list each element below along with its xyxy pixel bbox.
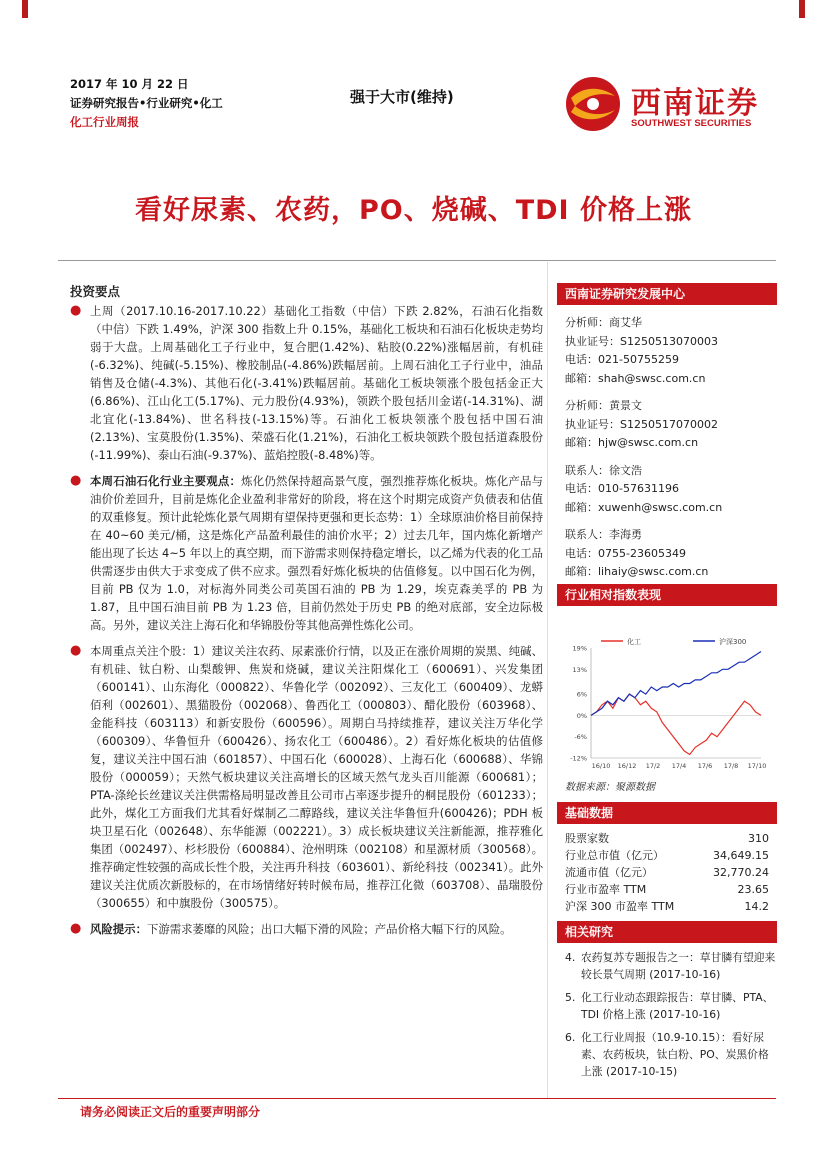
x-tick-label: 16/10 [591, 762, 611, 770]
related-research-title: 相关研究 [557, 921, 777, 943]
bullet-icon: ● [70, 643, 82, 658]
bullet-icon: ● [70, 473, 82, 488]
analyst-block [557, 397, 777, 453]
basic-data-label: 流通市值（亿元） [565, 866, 653, 879]
legend-label: 化工 [627, 638, 641, 646]
basic-data-value: 34,649.15 [713, 849, 769, 862]
bullet-icon: ● [70, 303, 82, 318]
header-divider [58, 260, 776, 261]
research-center-panel [557, 283, 777, 582]
risk-lead: 风险提示： [90, 922, 147, 936]
report-category: 证券研究报告•行业研究•化工 [70, 96, 223, 110]
report-title: 看好尿素、农药，PO、烧碱、TDI 价格上涨 [134, 195, 693, 226]
x-tick-label: 17/8 [723, 762, 739, 770]
y-tick-label: 19% [572, 644, 587, 653]
stock-picks-text: 本周重点关注个股：1）建议关注农药、尿素涨价行情，以及正在涨价周期的炭黑、纯碱、有机硅、钛白粉、山梨酸钾、焦炭和烧碱，建议关注阳煤化工（600691）、兴发集团（600141）、山东海化（000822）、华鲁化学（002092）、三友化工（600409）、龙蟒佰利（002601）、黑猫股份（002068）、鲁西化工（000803）、醋化股份（603968）、金能科技（603113）和新安股份（600596）。周期白马持续推荐，建议关注万华化学（600309）、华鲁恒升（600426）、扬农化工（600486）。2）看好炼化板块的估值修复，建议关注中国石油（601857）、中国石化（600028）、上海石化（600688）、华锦股份（000059）；天然气板块建议关注高增长的区域天然气龙头百川能源（600681）；PTA-涤纶长丝建议关注供需格局明显改善且公司市占率逐步提升的桐昆股份（601233）；此外，煤化工方面我们尤其看好煤制乙二醇路线，建议关注华鲁恒升(600426)；PDH 板块卫星石化（002648）、东华能源（002221）。3）成长板块建议关注新能源，推荐雅化集团（002497）、杉杉股份（600884）、沧州明珠（002108）和星源材质（300568）。推荐确定性较强的高成长性个股，关注再升科技（603601）、新纶科技（002341）。此外建议关注优质次新股标的，在市场情绪好转时候布局，推荐江化微（603708）、晶瑞股份（300655）和中旗股份（300575）。 [90, 644, 543, 910]
basic-data-row [557, 864, 777, 881]
top-bar-left [22, 0, 28, 18]
x-tick-label: 17/6 [697, 762, 713, 770]
basic-data-value: 32,770.24 [713, 866, 769, 879]
y-tick-label: 6% [576, 690, 587, 699]
y-tick-label: 13% [572, 665, 587, 674]
related-report-number: 4. [565, 951, 576, 964]
y-tick-label: -6% [574, 733, 587, 742]
basic-data-title: 基础数据 [557, 802, 777, 824]
basic-data-row [557, 881, 777, 898]
related-report-item[interactable] [557, 989, 777, 1023]
basic-data-panel [557, 802, 777, 915]
column-divider [547, 262, 548, 1098]
analyst-cert: 执业证号：S1250517070002 [565, 417, 718, 431]
basic-data-label: 股票家数 [565, 832, 609, 845]
analyst-email[interactable]: 邮箱：shah@swsc.com.cn [565, 371, 706, 385]
basic-data-row [557, 830, 777, 847]
related-report-item[interactable] [557, 949, 777, 983]
basic-data-label: 沪深 300 市盈率 TTM [565, 900, 675, 913]
y-tick-label: -12% [570, 754, 587, 763]
disclaimer-notice: 请务必阅读正文后的重要声明部分 [80, 1105, 261, 1119]
related-report-text: 化工行业周报（10.9-10.15）：看好尿素、农药板块，钛白粉、PO、炭黑价格上涨 (2017-10-15) [581, 1031, 769, 1078]
x-tick-label: 17/10 [747, 762, 767, 770]
industry-view-paragraph [68, 472, 543, 634]
x-tick-label: 16/12 [617, 762, 637, 770]
basic-data-row [557, 847, 777, 864]
research-center-title: 西南证券研究发展中心 [557, 283, 777, 305]
logo-text-cn: 西南证券 [631, 86, 759, 121]
market-review-paragraph [68, 302, 543, 464]
report-type: 化工行业周报 [70, 115, 139, 129]
contact-role: 联系人：李海勇 [565, 528, 642, 541]
contact-role: 联系人：徐文浩 [565, 463, 642, 477]
contact-phone: 电话：0755-23605349 [565, 546, 686, 560]
series-line-hs300 [591, 652, 761, 716]
top-decoration [0, 0, 827, 20]
contact-block [557, 462, 777, 518]
basic-data-label: 行业总市值（亿元） [565, 849, 664, 862]
related-report-item[interactable] [557, 1029, 777, 1080]
relative-performance-title: 行业相对指数表现 [557, 584, 777, 606]
related-report-text: 农药复苏专题报告之一：草甘膦有望迎来较长景气周期 (2017-10-16) [581, 951, 776, 981]
legend-label: 沪深300 [719, 638, 747, 646]
market-review-text: 上周（2017.10.16-2017.10.22）基础化工指数（中信）下跌 2.82%，石油石化指数（中信）下跌 1.49%，沪深 300 指数上升 0.15%，基础化工板块和石油石化板块走势均弱于大盘。上周基础化工子行业中，复合肥(1.42%)、粘胶(0.22%)涨幅居前，有机硅(-6.32%)、纯碱(-5.15%)、橡胶制品(-4.86%)跌幅居前。上周石油化工子行业中，油品销售及仓储(-4.3%)、其他石化(-3.41%)跌幅居前。基础化工板块领涨个股包括金正大(6.86%)、江山化工(5.17%)、元力股份(4.93%)，领跌个股包括川金诺(-14.31%)、湖北宜化(-13.84%)、世名科技(-13.15%)等。石油化工板块领涨个股包括中国石油(2.13%)、宝莫股份(1.35%)、荣盛石化(1.21%)，石油化工板块领跌个股包括道森股份(-11.99%)、泰山石油(-9.37%)、蓝焰控股(-8.48%)等。 [90, 304, 543, 462]
related-report-number: 5. [565, 991, 576, 1004]
related-report-number: 6. [565, 1031, 576, 1044]
related-report-text: 化工行业动态跟踪报告：草甘膦、PTA、TDI 价格上涨 (2017-10-16) [581, 991, 774, 1021]
y-tick-label: 0% [576, 711, 587, 720]
top-bar-right [799, 0, 805, 18]
contact-email[interactable]: 邮箱：xuwenh@swsc.com.cn [565, 500, 723, 514]
basic-data-value: 23.65 [737, 883, 769, 896]
industry-rating: 强于大市(维持) [350, 88, 454, 106]
analyst-role: 分析师：商艾华 [565, 316, 642, 329]
report-date: 2017 年 10 月 22 日 [70, 77, 189, 91]
risk-text: 下游需求萎靡的风险；出口大幅下滑的风险；产品价格大幅下行的风险。 [146, 922, 512, 936]
risk-paragraph [68, 920, 543, 938]
series-line-chemical [591, 694, 761, 754]
logo-mark-icon [565, 76, 621, 132]
analyst-phone: 电话：021-50755259 [565, 353, 679, 366]
basic-data-value: 310 [748, 832, 769, 845]
report-header [70, 75, 223, 132]
investment-highlights [68, 302, 543, 946]
logo-text-en: SOUTHWEST SECURITIES [631, 118, 752, 129]
relative-performance-chart [557, 606, 777, 776]
analyst-email[interactable]: 邮箱：hjw@swsc.com.cn [565, 436, 699, 449]
investment-highlights-title: 投资要点 [70, 284, 121, 299]
bullet-icon: ● [70, 921, 82, 936]
analyst-block [557, 314, 777, 388]
company-logo [565, 72, 775, 136]
x-tick-label: 17/4 [671, 762, 687, 770]
related-research-panel [557, 921, 777, 1080]
chart-source: 数据来源：聚源数据 [565, 782, 655, 793]
contact-block [557, 526, 777, 582]
footer-divider [58, 1098, 776, 1099]
basic-data-label: 行业市盈率 TTM [565, 883, 647, 896]
relative-performance-panel [557, 584, 777, 793]
basic-data-row [557, 898, 777, 915]
contact-phone: 电话：010-57631196 [565, 482, 679, 495]
contact-email[interactable]: 邮箱：lihaiy@swsc.com.cn [565, 565, 709, 578]
basic-data-value: 14.2 [744, 900, 769, 913]
analyst-cert: 执业证号：S1250513070003 [565, 334, 718, 348]
analyst-role: 分析师：黄景文 [565, 399, 642, 412]
performance-chart-svg [557, 606, 777, 776]
industry-view-text: 炼化仍然保持超高景气度，强烈推荐炼化板块。炼化产品与油价价差回升，目前是炼化企业盈利非常好的阶段，将在这个时期完成资产负债表和估值的双重修复。预计此轮炼化景气周期有望保持更强和更长态势：1）全球原油价格目前保持在 40~60 美元/桶，这是炼化产品盈利最佳的油价水平；2）过去几年，国内炼化新增产能出现了长达 4~5 年以上的真空期，而下游需求则保持稳定增长，以乙烯为代表的化工品供需逐步由供大于求变成了供不应求。强烈看好炼化板块的估值修复。以中国石化为例，目前 PB 仅为 1.0，对标海外同类公司英国石油的 PB 为 1.29，埃克森美孚的 PB 为 1.87，且中国石油目前 PB 为 1.23 倍，目前仍然处于历史 PB 的绝对底部，安全边际极高。另外，建议关注上海石化和华锦股份等其他高弹性炼化公司。 [90, 474, 543, 632]
industry-view-lead: 本周石油石化行业主要观点： [90, 474, 242, 488]
x-tick-label: 17/2 [645, 762, 661, 770]
stock-picks-paragraph [68, 642, 543, 912]
